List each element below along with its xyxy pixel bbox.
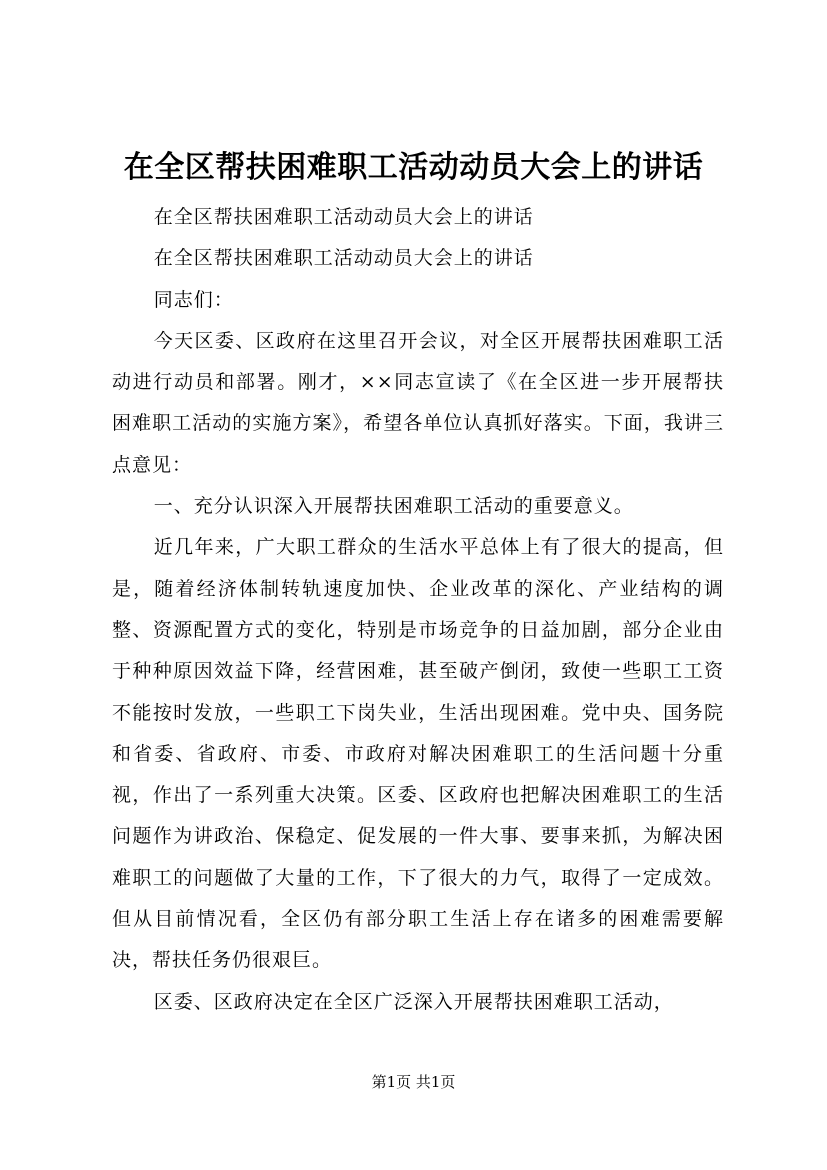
page-footer: 第1页 共1页 bbox=[371, 1073, 456, 1091]
document-title: 在全区帮扶困难职工活动动员大会上的讲话 bbox=[123, 150, 704, 185]
document-body bbox=[112, 197, 724, 1023]
subtitle-line: 在全区帮扶困难职工活动动员大会上的讲话 bbox=[153, 206, 534, 228]
section-heading: 一、充分认识深入开展帮扶困难职工活动的重要意义。 bbox=[153, 495, 634, 518]
body-paragraph: 区委、区政府决定在全区广泛深入开展帮扶困难职工活动， bbox=[153, 990, 674, 1013]
subtitle-line: 在全区帮扶困难职工活动动员大会上的讲话 bbox=[153, 247, 534, 270]
salutation: 同志们： bbox=[153, 288, 234, 311]
body-paragraph: 近几年来，广大职工群众的生活水平总体上有了很大的提高，但是，随着经济体制转轨速度加快、企业改革的深化、产业结构的调整、资源配置方式的变化，特别是市场竞争的日益加剧，部分企业由于种种原因效益下降，经营困难，甚至破产倒闭，致使一些职工工资不能按时发放，一些职工下岗失业，生活出现困难。党中央、国务院和省委、省政府、市委、市政府对解决困难职工的生活问题十分重视，作出了一系列重大决策。区委、区政府也把解决困难职工的生活问题作为讲政治、保稳定、促发展的一件大事、要事来抓，为解决困难职工的问题做了大量的工作，下了很大的力气，取得了一定成效。但从目前情况看，全区仍有部分职工生活上存在诸多的困难需要解决，帮扶任务仍很艰巨。 bbox=[112, 536, 724, 972]
body-paragraph: 今天区委、区政府在这里召开会议，对全区开展帮扶困难职工活动进行动员和部署。刚才，××同志宣读了《在全区进一步开展帮扶困难职工活动的实施方案》，希望各单位认真抓好落实。下面，我讲三点意见： bbox=[112, 329, 724, 476]
